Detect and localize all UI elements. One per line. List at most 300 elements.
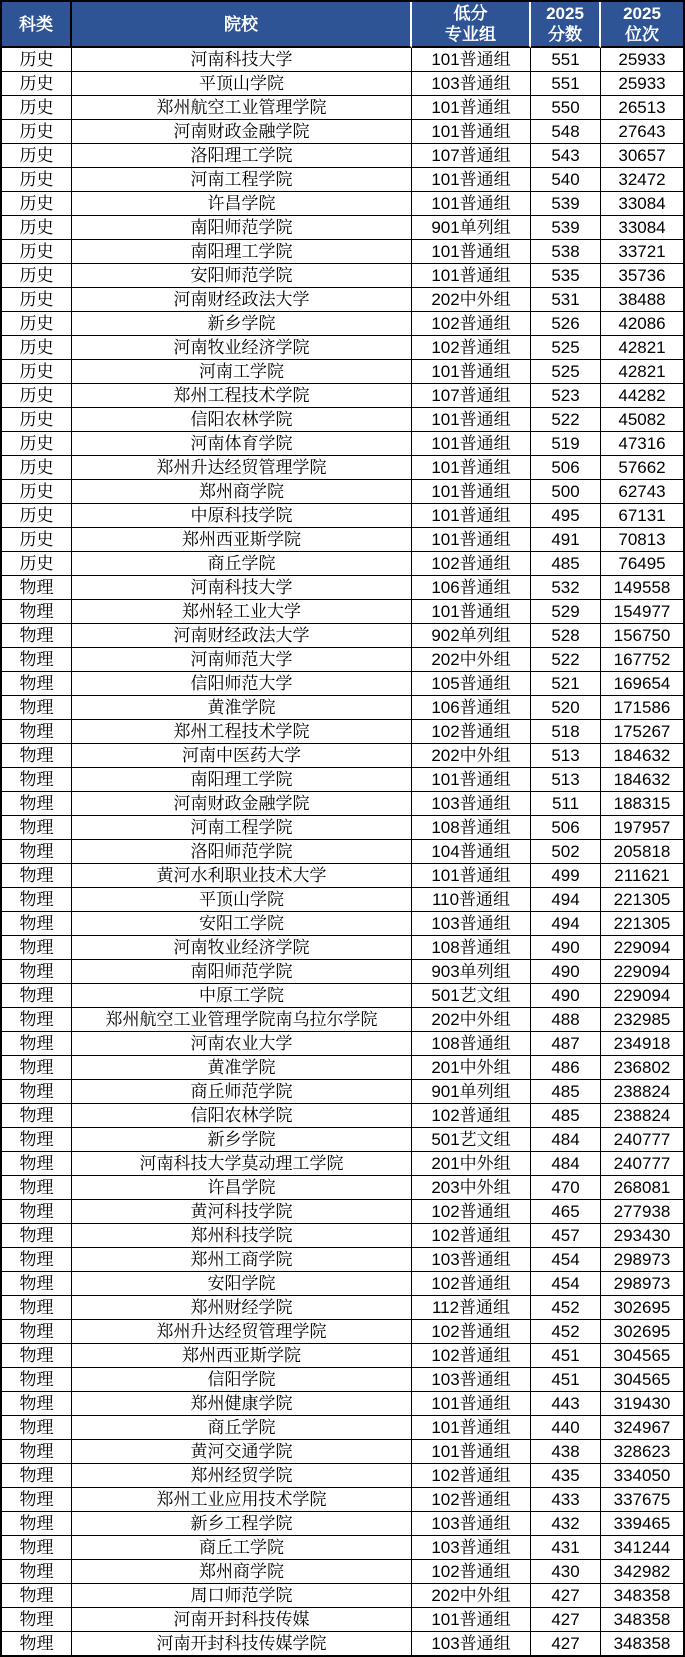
cell-subject: 物理 bbox=[2, 1608, 72, 1632]
cell-institution: 黄淮学院 bbox=[72, 696, 412, 720]
cell-institution: 郑州商学院 bbox=[72, 480, 412, 504]
cell-subject: 历史 bbox=[2, 432, 72, 456]
cell-subject: 物理 bbox=[2, 1416, 72, 1440]
cell-rank: 76495 bbox=[601, 552, 683, 576]
cell-group: 101普通组 bbox=[412, 864, 531, 888]
table-row bbox=[2, 504, 683, 528]
table-row bbox=[2, 408, 683, 432]
table-row bbox=[2, 840, 683, 864]
cell-score: 506 bbox=[531, 816, 601, 840]
cell-score: 521 bbox=[531, 672, 601, 696]
cell-subject: 物理 bbox=[2, 1128, 72, 1152]
cell-group: 101普通组 bbox=[412, 168, 531, 192]
cell-group: 103普通组 bbox=[412, 1512, 531, 1536]
cell-rank: 169654 bbox=[601, 672, 683, 696]
cell-group: 501艺文组 bbox=[412, 1128, 531, 1152]
cell-institution: 河南科技大学 bbox=[72, 576, 412, 600]
header-cell-score: 2025 分数 bbox=[531, 2, 601, 48]
table-row bbox=[2, 1320, 683, 1344]
cell-score: 488 bbox=[531, 1008, 601, 1032]
cell-group: 103普通组 bbox=[412, 912, 531, 936]
cell-subject: 物理 bbox=[2, 864, 72, 888]
cell-rank: 328623 bbox=[601, 1440, 683, 1464]
cell-institution: 郑州商学院 bbox=[72, 1560, 412, 1584]
cell-score: 465 bbox=[531, 1200, 601, 1224]
cell-group: 102普通组 bbox=[412, 1272, 531, 1296]
cell-group: 101普通组 bbox=[412, 432, 531, 456]
cell-score: 490 bbox=[531, 960, 601, 984]
cell-score: 490 bbox=[531, 936, 601, 960]
cell-subject: 物理 bbox=[2, 912, 72, 936]
cell-institution: 商丘学院 bbox=[72, 1416, 412, 1440]
cell-score: 532 bbox=[531, 576, 601, 600]
cell-subject: 历史 bbox=[2, 264, 72, 288]
table-row bbox=[2, 336, 683, 360]
cell-rank: 319430 bbox=[601, 1392, 683, 1416]
cell-rank: 35736 bbox=[601, 264, 683, 288]
cell-institution: 郑州航空工业管理学院南乌拉尔学院 bbox=[72, 1008, 412, 1032]
cell-rank: 184632 bbox=[601, 768, 683, 792]
cell-group: 203中外组 bbox=[412, 1176, 531, 1200]
cell-group: 101普通组 bbox=[412, 192, 531, 216]
cell-rank: 67131 bbox=[601, 504, 683, 528]
cell-score: 519 bbox=[531, 432, 601, 456]
cell-institution: 郑州西亚斯学院 bbox=[72, 1344, 412, 1368]
cell-score: 518 bbox=[531, 720, 601, 744]
cell-rank: 26513 bbox=[601, 96, 683, 120]
cell-rank: 33084 bbox=[601, 192, 683, 216]
cell-score: 487 bbox=[531, 1032, 601, 1056]
cell-score: 443 bbox=[531, 1392, 601, 1416]
cell-subject: 物理 bbox=[2, 1560, 72, 1584]
table-row bbox=[2, 120, 683, 144]
cell-score: 525 bbox=[531, 336, 601, 360]
cell-score: 526 bbox=[531, 312, 601, 336]
cell-subject: 历史 bbox=[2, 312, 72, 336]
cell-rank: 302695 bbox=[601, 1320, 683, 1344]
cell-group: 101普通组 bbox=[412, 1608, 531, 1632]
cell-subject: 历史 bbox=[2, 480, 72, 504]
cell-group: 102普通组 bbox=[412, 1320, 531, 1344]
cell-score: 451 bbox=[531, 1368, 601, 1392]
cell-score: 494 bbox=[531, 888, 601, 912]
cell-subject: 物理 bbox=[2, 936, 72, 960]
cell-rank: 240777 bbox=[601, 1128, 683, 1152]
cell-group: 202中外组 bbox=[412, 1008, 531, 1032]
cell-rank: 175267 bbox=[601, 720, 683, 744]
cell-group: 101普通组 bbox=[412, 528, 531, 552]
cell-institution: 商丘学院 bbox=[72, 552, 412, 576]
cell-institution: 商丘工学院 bbox=[72, 1536, 412, 1560]
cell-group: 103普通组 bbox=[412, 1248, 531, 1272]
table-row bbox=[2, 1272, 683, 1296]
cell-group: 201中外组 bbox=[412, 1056, 531, 1080]
table-row bbox=[2, 1104, 683, 1128]
cell-subject: 物理 bbox=[2, 1392, 72, 1416]
cell-institution: 平顶山学院 bbox=[72, 888, 412, 912]
table-row bbox=[2, 1464, 683, 1488]
cell-institution: 信阳农林学院 bbox=[72, 1104, 412, 1128]
cell-rank: 25933 bbox=[601, 48, 683, 72]
cell-institution: 郑州航空工业管理学院 bbox=[72, 96, 412, 120]
table-row bbox=[2, 1608, 683, 1632]
cell-subject: 历史 bbox=[2, 168, 72, 192]
cell-group: 102普通组 bbox=[412, 720, 531, 744]
table-row bbox=[2, 264, 683, 288]
cell-subject: 物理 bbox=[2, 600, 72, 624]
table-row bbox=[2, 936, 683, 960]
cell-subject: 历史 bbox=[2, 456, 72, 480]
cell-institution: 许昌学院 bbox=[72, 1176, 412, 1200]
cell-group: 103普通组 bbox=[412, 1368, 531, 1392]
cell-subject: 物理 bbox=[2, 1632, 72, 1655]
cell-institution: 南阳师范学院 bbox=[72, 216, 412, 240]
table-row bbox=[2, 816, 683, 840]
cell-subject: 物理 bbox=[2, 624, 72, 648]
cell-score: 540 bbox=[531, 168, 601, 192]
table-row bbox=[2, 1536, 683, 1560]
table-row bbox=[2, 1512, 683, 1536]
cell-group: 101普通组 bbox=[412, 504, 531, 528]
cell-subject: 物理 bbox=[2, 1272, 72, 1296]
table-row bbox=[2, 192, 683, 216]
cell-rank: 298973 bbox=[601, 1248, 683, 1272]
cell-institution: 安阳工学院 bbox=[72, 912, 412, 936]
table-row bbox=[2, 48, 683, 72]
table-row bbox=[2, 1416, 683, 1440]
cell-subject: 历史 bbox=[2, 336, 72, 360]
table-row bbox=[2, 792, 683, 816]
table-row bbox=[2, 72, 683, 96]
cell-score: 551 bbox=[531, 48, 601, 72]
cell-group: 102普通组 bbox=[412, 1344, 531, 1368]
cell-subject: 物理 bbox=[2, 1032, 72, 1056]
cell-institution: 中原科技学院 bbox=[72, 504, 412, 528]
cell-score: 430 bbox=[531, 1560, 601, 1584]
cell-institution: 安阳学院 bbox=[72, 1272, 412, 1296]
cell-rank: 154977 bbox=[601, 600, 683, 624]
table-row bbox=[2, 168, 683, 192]
cell-group: 103普通组 bbox=[412, 1632, 531, 1655]
cell-rank: 348358 bbox=[601, 1584, 683, 1608]
cell-subject: 物理 bbox=[2, 1224, 72, 1248]
table-row bbox=[2, 1368, 683, 1392]
cell-institution: 河南开封科技传媒 bbox=[72, 1608, 412, 1632]
cell-institution: 洛阳师范学院 bbox=[72, 840, 412, 864]
cell-score: 484 bbox=[531, 1128, 601, 1152]
cell-group: 101普通组 bbox=[412, 480, 531, 504]
cell-institution: 郑州健康学院 bbox=[72, 1392, 412, 1416]
cell-institution: 郑州工业应用技术学院 bbox=[72, 1488, 412, 1512]
table-row bbox=[2, 288, 683, 312]
cell-group: 104普通组 bbox=[412, 840, 531, 864]
cell-group: 101普通组 bbox=[412, 120, 531, 144]
cell-score: 528 bbox=[531, 624, 601, 648]
cell-rank: 33721 bbox=[601, 240, 683, 264]
cell-group: 102普通组 bbox=[412, 1104, 531, 1128]
cell-institution: 河南科技大学莫动理工学院 bbox=[72, 1152, 412, 1176]
table-header bbox=[2, 2, 683, 48]
cell-score: 551 bbox=[531, 72, 601, 96]
cell-group: 202中外组 bbox=[412, 744, 531, 768]
cell-rank: 171586 bbox=[601, 696, 683, 720]
table-row bbox=[2, 696, 683, 720]
cell-subject: 历史 bbox=[2, 288, 72, 312]
cell-institution: 南阳理工学院 bbox=[72, 240, 412, 264]
cell-rank: 32472 bbox=[601, 168, 683, 192]
cell-institution: 中原工学院 bbox=[72, 984, 412, 1008]
cell-institution: 河南体育学院 bbox=[72, 432, 412, 456]
cell-group: 102普通组 bbox=[412, 336, 531, 360]
cell-rank: 27643 bbox=[601, 120, 683, 144]
cell-subject: 历史 bbox=[2, 192, 72, 216]
table-row bbox=[2, 960, 683, 984]
cell-institution: 河南财政金融学院 bbox=[72, 120, 412, 144]
cell-score: 525 bbox=[531, 360, 601, 384]
cell-rank: 44282 bbox=[601, 384, 683, 408]
cell-rank: 229094 bbox=[601, 960, 683, 984]
cell-score: 495 bbox=[531, 504, 601, 528]
cell-score: 486 bbox=[531, 1056, 601, 1080]
cell-subject: 历史 bbox=[2, 240, 72, 264]
cell-group: 103普通组 bbox=[412, 792, 531, 816]
cell-group: 108普通组 bbox=[412, 936, 531, 960]
cell-institution: 郑州西亚斯学院 bbox=[72, 528, 412, 552]
table-row bbox=[2, 600, 683, 624]
table-row bbox=[2, 864, 683, 888]
cell-subject: 物理 bbox=[2, 1008, 72, 1032]
cell-institution: 河南科技大学 bbox=[72, 48, 412, 72]
cell-subject: 历史 bbox=[2, 384, 72, 408]
cell-score: 523 bbox=[531, 384, 601, 408]
cell-group: 101普通组 bbox=[412, 360, 531, 384]
cell-group: 102普通组 bbox=[412, 1560, 531, 1584]
cell-rank: 42821 bbox=[601, 360, 683, 384]
cell-rank: 184632 bbox=[601, 744, 683, 768]
cell-group: 106普通组 bbox=[412, 576, 531, 600]
cell-subject: 历史 bbox=[2, 504, 72, 528]
table-row bbox=[2, 984, 683, 1008]
cell-score: 511 bbox=[531, 792, 601, 816]
cell-subject: 物理 bbox=[2, 1056, 72, 1080]
cell-group: 105普通组 bbox=[412, 672, 531, 696]
cell-institution: 黄河科技学院 bbox=[72, 1200, 412, 1224]
cell-subject: 物理 bbox=[2, 1200, 72, 1224]
table-row bbox=[2, 888, 683, 912]
cell-score: 438 bbox=[531, 1440, 601, 1464]
cell-institution: 郑州轻工业大学 bbox=[72, 600, 412, 624]
cell-group: 101普通组 bbox=[412, 264, 531, 288]
cell-rank: 238824 bbox=[601, 1104, 683, 1128]
cell-group: 102普通组 bbox=[412, 1224, 531, 1248]
table-row bbox=[2, 672, 683, 696]
header-cell-subject: 科类 bbox=[2, 2, 72, 48]
cell-institution: 河南开封科技传媒学院 bbox=[72, 1632, 412, 1655]
cell-group: 102普通组 bbox=[412, 1488, 531, 1512]
cell-score: 427 bbox=[531, 1584, 601, 1608]
table-row bbox=[2, 216, 683, 240]
cell-score: 484 bbox=[531, 1152, 601, 1176]
cell-score: 485 bbox=[531, 1080, 601, 1104]
cell-institution: 河南工程学院 bbox=[72, 816, 412, 840]
cell-score: 433 bbox=[531, 1488, 601, 1512]
cell-rank: 211621 bbox=[601, 864, 683, 888]
cell-rank: 298973 bbox=[601, 1272, 683, 1296]
cell-institution: 河南财政金融学院 bbox=[72, 792, 412, 816]
cell-rank: 30657 bbox=[601, 144, 683, 168]
cell-group: 110普通组 bbox=[412, 888, 531, 912]
table-row bbox=[2, 912, 683, 936]
cell-group: 101普通组 bbox=[412, 456, 531, 480]
cell-group: 108普通组 bbox=[412, 1032, 531, 1056]
cell-institution: 周口师范学院 bbox=[72, 1584, 412, 1608]
cell-subject: 物理 bbox=[2, 1152, 72, 1176]
cell-institution: 洛阳理工学院 bbox=[72, 144, 412, 168]
cell-score: 538 bbox=[531, 240, 601, 264]
cell-institution: 郑州工商学院 bbox=[72, 1248, 412, 1272]
cell-score: 432 bbox=[531, 1512, 601, 1536]
cell-institution: 河南牧业经济学院 bbox=[72, 936, 412, 960]
cell-institution: 安阳师范学院 bbox=[72, 264, 412, 288]
cell-subject: 物理 bbox=[2, 1080, 72, 1104]
cell-rank: 70813 bbox=[601, 528, 683, 552]
cell-subject: 物理 bbox=[2, 672, 72, 696]
table-row bbox=[2, 576, 683, 600]
cell-institution: 信阳师范大学 bbox=[72, 672, 412, 696]
cell-rank: 302695 bbox=[601, 1296, 683, 1320]
table-row bbox=[2, 1344, 683, 1368]
cell-group: 101普通组 bbox=[412, 1416, 531, 1440]
cell-group: 501艺文组 bbox=[412, 984, 531, 1008]
cell-rank: 62743 bbox=[601, 480, 683, 504]
cell-group: 902单列组 bbox=[412, 624, 531, 648]
cell-subject: 历史 bbox=[2, 408, 72, 432]
cell-group: 101普通组 bbox=[412, 48, 531, 72]
cell-subject: 物理 bbox=[2, 720, 72, 744]
cell-group: 108普通组 bbox=[412, 816, 531, 840]
cell-institution: 郑州经贸学院 bbox=[72, 1464, 412, 1488]
table-row bbox=[2, 1080, 683, 1104]
cell-score: 440 bbox=[531, 1416, 601, 1440]
cell-group: 107普通组 bbox=[412, 144, 531, 168]
cell-score: 499 bbox=[531, 864, 601, 888]
cell-score: 485 bbox=[531, 1104, 601, 1128]
cell-group: 901单列组 bbox=[412, 216, 531, 240]
cell-group: 901单列组 bbox=[412, 1080, 531, 1104]
cell-rank: 149558 bbox=[601, 576, 683, 600]
cell-rank: 337675 bbox=[601, 1488, 683, 1512]
table-row bbox=[2, 432, 683, 456]
cell-score: 491 bbox=[531, 528, 601, 552]
cell-score: 454 bbox=[531, 1272, 601, 1296]
table-row bbox=[2, 480, 683, 504]
cell-subject: 物理 bbox=[2, 792, 72, 816]
cell-rank: 156750 bbox=[601, 624, 683, 648]
cell-institution: 南阳理工学院 bbox=[72, 768, 412, 792]
cell-group: 107普通组 bbox=[412, 384, 531, 408]
cell-score: 452 bbox=[531, 1296, 601, 1320]
cell-group: 102普通组 bbox=[412, 1200, 531, 1224]
table-row bbox=[2, 1296, 683, 1320]
cell-institution: 河南农业大学 bbox=[72, 1032, 412, 1056]
cell-institution: 黄河交通学院 bbox=[72, 1440, 412, 1464]
cell-group: 102普通组 bbox=[412, 552, 531, 576]
cell-institution: 新乡工程学院 bbox=[72, 1512, 412, 1536]
cell-group: 101普通组 bbox=[412, 240, 531, 264]
table-row bbox=[2, 1392, 683, 1416]
cell-rank: 324967 bbox=[601, 1416, 683, 1440]
cell-rank: 221305 bbox=[601, 912, 683, 936]
cell-rank: 188315 bbox=[601, 792, 683, 816]
cell-institution: 河南工学院 bbox=[72, 360, 412, 384]
table-row bbox=[2, 96, 683, 120]
cell-institution: 平顶山学院 bbox=[72, 72, 412, 96]
table-row bbox=[2, 384, 683, 408]
cell-rank: 339465 bbox=[601, 1512, 683, 1536]
cell-rank: 229094 bbox=[601, 936, 683, 960]
cell-institution: 郑州工程技术学院 bbox=[72, 384, 412, 408]
cell-rank: 268081 bbox=[601, 1176, 683, 1200]
table-row bbox=[2, 1224, 683, 1248]
cell-group: 201中外组 bbox=[412, 1152, 531, 1176]
cell-score: 543 bbox=[531, 144, 601, 168]
cell-subject: 物理 bbox=[2, 1104, 72, 1128]
cell-rank: 38488 bbox=[601, 288, 683, 312]
table-row bbox=[2, 1560, 683, 1584]
cell-score: 550 bbox=[531, 96, 601, 120]
cell-subject: 物理 bbox=[2, 1248, 72, 1272]
table-row bbox=[2, 1488, 683, 1512]
cell-institution: 河南牧业经济学院 bbox=[72, 336, 412, 360]
cell-institution: 黄河水利职业技术大学 bbox=[72, 864, 412, 888]
cell-rank: 238824 bbox=[601, 1080, 683, 1104]
cell-group: 101普通组 bbox=[412, 96, 531, 120]
cell-group: 101普通组 bbox=[412, 408, 531, 432]
table-row bbox=[2, 1200, 683, 1224]
cell-group: 102普通组 bbox=[412, 1464, 531, 1488]
table-row bbox=[2, 1440, 683, 1464]
header-cell-group: 低分 专业组 bbox=[412, 2, 531, 48]
cell-subject: 物理 bbox=[2, 1536, 72, 1560]
table-row bbox=[2, 1584, 683, 1608]
cell-rank: 293430 bbox=[601, 1224, 683, 1248]
cell-rank: 348358 bbox=[601, 1632, 683, 1655]
table-row bbox=[2, 1032, 683, 1056]
cell-institution: 河南中医药大学 bbox=[72, 744, 412, 768]
cell-rank: 234918 bbox=[601, 1032, 683, 1056]
cell-group: 103普通组 bbox=[412, 72, 531, 96]
cell-group: 112普通组 bbox=[412, 1296, 531, 1320]
cell-institution: 信阳农林学院 bbox=[72, 408, 412, 432]
cell-subject: 历史 bbox=[2, 96, 72, 120]
table-row bbox=[2, 1632, 683, 1655]
header-cell-institution: 院校 bbox=[72, 2, 412, 48]
cell-subject: 历史 bbox=[2, 528, 72, 552]
cell-score: 502 bbox=[531, 840, 601, 864]
cell-score: 470 bbox=[531, 1176, 601, 1200]
header-cell-rank: 2025 位次 bbox=[601, 2, 683, 48]
cell-score: 427 bbox=[531, 1632, 601, 1655]
cell-subject: 历史 bbox=[2, 48, 72, 72]
cell-rank: 348358 bbox=[601, 1608, 683, 1632]
cell-subject: 物理 bbox=[2, 1320, 72, 1344]
cell-institution: 信阳学院 bbox=[72, 1368, 412, 1392]
cell-institution: 新乡学院 bbox=[72, 312, 412, 336]
cell-group: 106普通组 bbox=[412, 696, 531, 720]
cell-rank: 42821 bbox=[601, 336, 683, 360]
cell-group: 903单列组 bbox=[412, 960, 531, 984]
table-row bbox=[2, 240, 683, 264]
